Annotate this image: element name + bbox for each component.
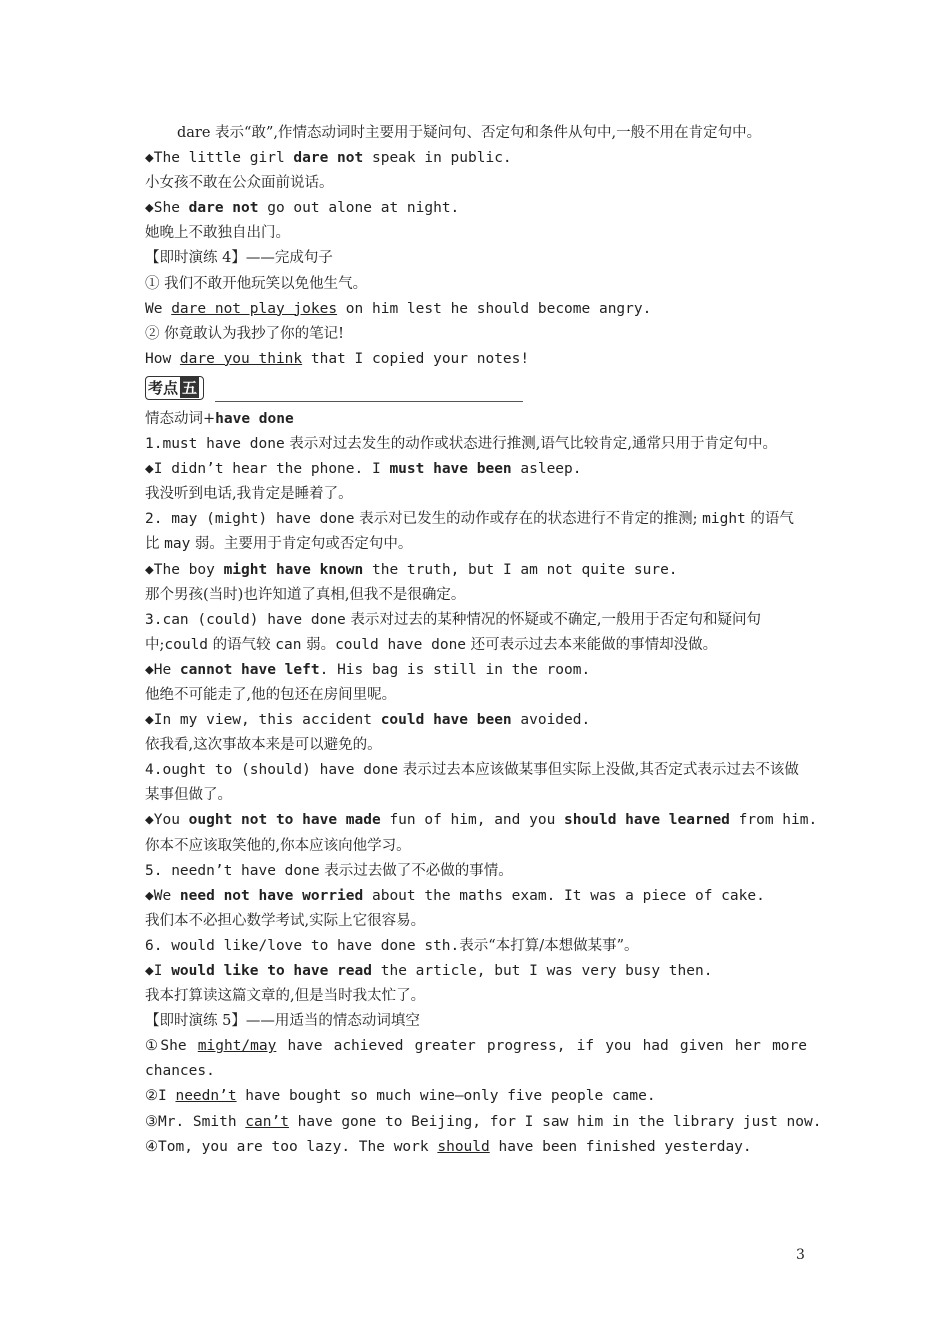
section-title: 情态动词+have done [145, 410, 294, 427]
translation: 依我看,这次事故本来是可以避免的。 [145, 737, 382, 754]
example-sentence: ◆In my view, this accident could have been avoided. [145, 712, 591, 729]
exercise-answer: ①She might/may have achieved greater progress, if you had given her more [145, 1038, 807, 1055]
exercise-answer: We dare not play jokes on him lest he should become angry. [145, 300, 652, 317]
exercise-heading: 【即时演练 5】——用适当的情态动词填空 [145, 1013, 420, 1030]
point: 6. would like/love to have done sth.表示“本打算/本想做某事”。 [145, 937, 639, 954]
translation: 你本不应该取笑他的,你本应该向他学习。 [145, 837, 411, 854]
point: 3.can (could) have done 表示对过去的某种情况的怀疑或不确定,一般用于否定句和疑问句中;could 的语气较 can 弱。could have done 还可表示过去本来能做的事情却没做。 [145, 611, 762, 653]
translation: 我们本不必担心数学考试,实际上它很容易。 [145, 912, 426, 929]
example-sentence: ◆He cannot have left. His bag is still in the room. [145, 661, 591, 678]
example-sentence: ◆I didn’t hear the phone. I must have been asleep. [145, 461, 582, 478]
translation: 他绝不可能走了,他的包还在房间里呢。 [145, 686, 397, 703]
exercise-answer: ③Mr. Smith can’t have gone to Beijing, for I saw him in the library just now. [145, 1113, 822, 1130]
translation: 我本打算读这篇文章的,但是当时我太忙了。 [145, 988, 426, 1005]
section-badge: 考点 五 [145, 376, 204, 400]
exercise-item: ② 你竟敢认为我抄了你的笔记! [145, 325, 344, 342]
page-number: 3 [796, 1247, 805, 1263]
section-rule [215, 401, 523, 402]
point: 5. needn’t have done 表示过去做了不必做的事情。 [145, 862, 513, 879]
point: 2. may (might) have done 表示对已发生的动作或存在的状态进行不肯定的推测; might 的语气比 may 弱。主要用于肯定句或否定句中。 [145, 511, 794, 553]
example-sentence: ◆The little girl dare not speak in public. [145, 150, 512, 167]
translation: 小女孩不敢在公众面前说话。 [145, 175, 334, 192]
document-body [145, 121, 822, 1160]
translation: 她晚上不敢独自出门。 [145, 225, 290, 242]
section-header [145, 374, 807, 404]
example-sentence: ◆I would like to have read the article, but I was very busy then. [145, 963, 713, 979]
exercise-answer: ④Tom, you are too lazy. The work should have been finished yesterday. [145, 1138, 752, 1155]
exercise-answer: How dare you think that I copied your notes! [145, 350, 530, 367]
example-sentence: ◆The boy might have known the truth, but I am not quite sure. [145, 561, 678, 578]
exercise-answer: chances. [145, 1063, 215, 1080]
translation: 那个男孩(当时)也许知道了真相,但我不是很确定。 [145, 586, 466, 603]
exercise-item: ① 我们不敢开他玩笑以免他生气。 [145, 275, 368, 292]
example-sentence: ◆We need not have worried about the maths exam. It was a piece of cake. [145, 887, 765, 904]
paragraph: dare 表示“敢”,作情态动词时主要用于疑问句、否定句和条件从句中,一般不用在肯定句中。 [177, 125, 762, 141]
example-sentence: ◆She dare not go out alone at night. [145, 200, 460, 217]
exercise-heading: 【即时演练 4】——完成句子 [145, 250, 333, 267]
example-sentence: ◆You ought not to have made fun of him, and you should have learned from him. [145, 812, 818, 829]
exercise-answer: ②I needn’t have bought so much wine—only five people came. [145, 1088, 656, 1105]
point: 4.ought to (should) have done 表示过去本应该做某事但实际上没做,其否定式表示过去不该做某事但做了。 [145, 762, 799, 804]
translation: 我没听到电话,我肯定是睡着了。 [145, 486, 353, 503]
point: 1.must have done 表示对过去发生的动作或状态进行推测,语气比较肯定,通常只用于肯定句中。 [145, 436, 778, 453]
